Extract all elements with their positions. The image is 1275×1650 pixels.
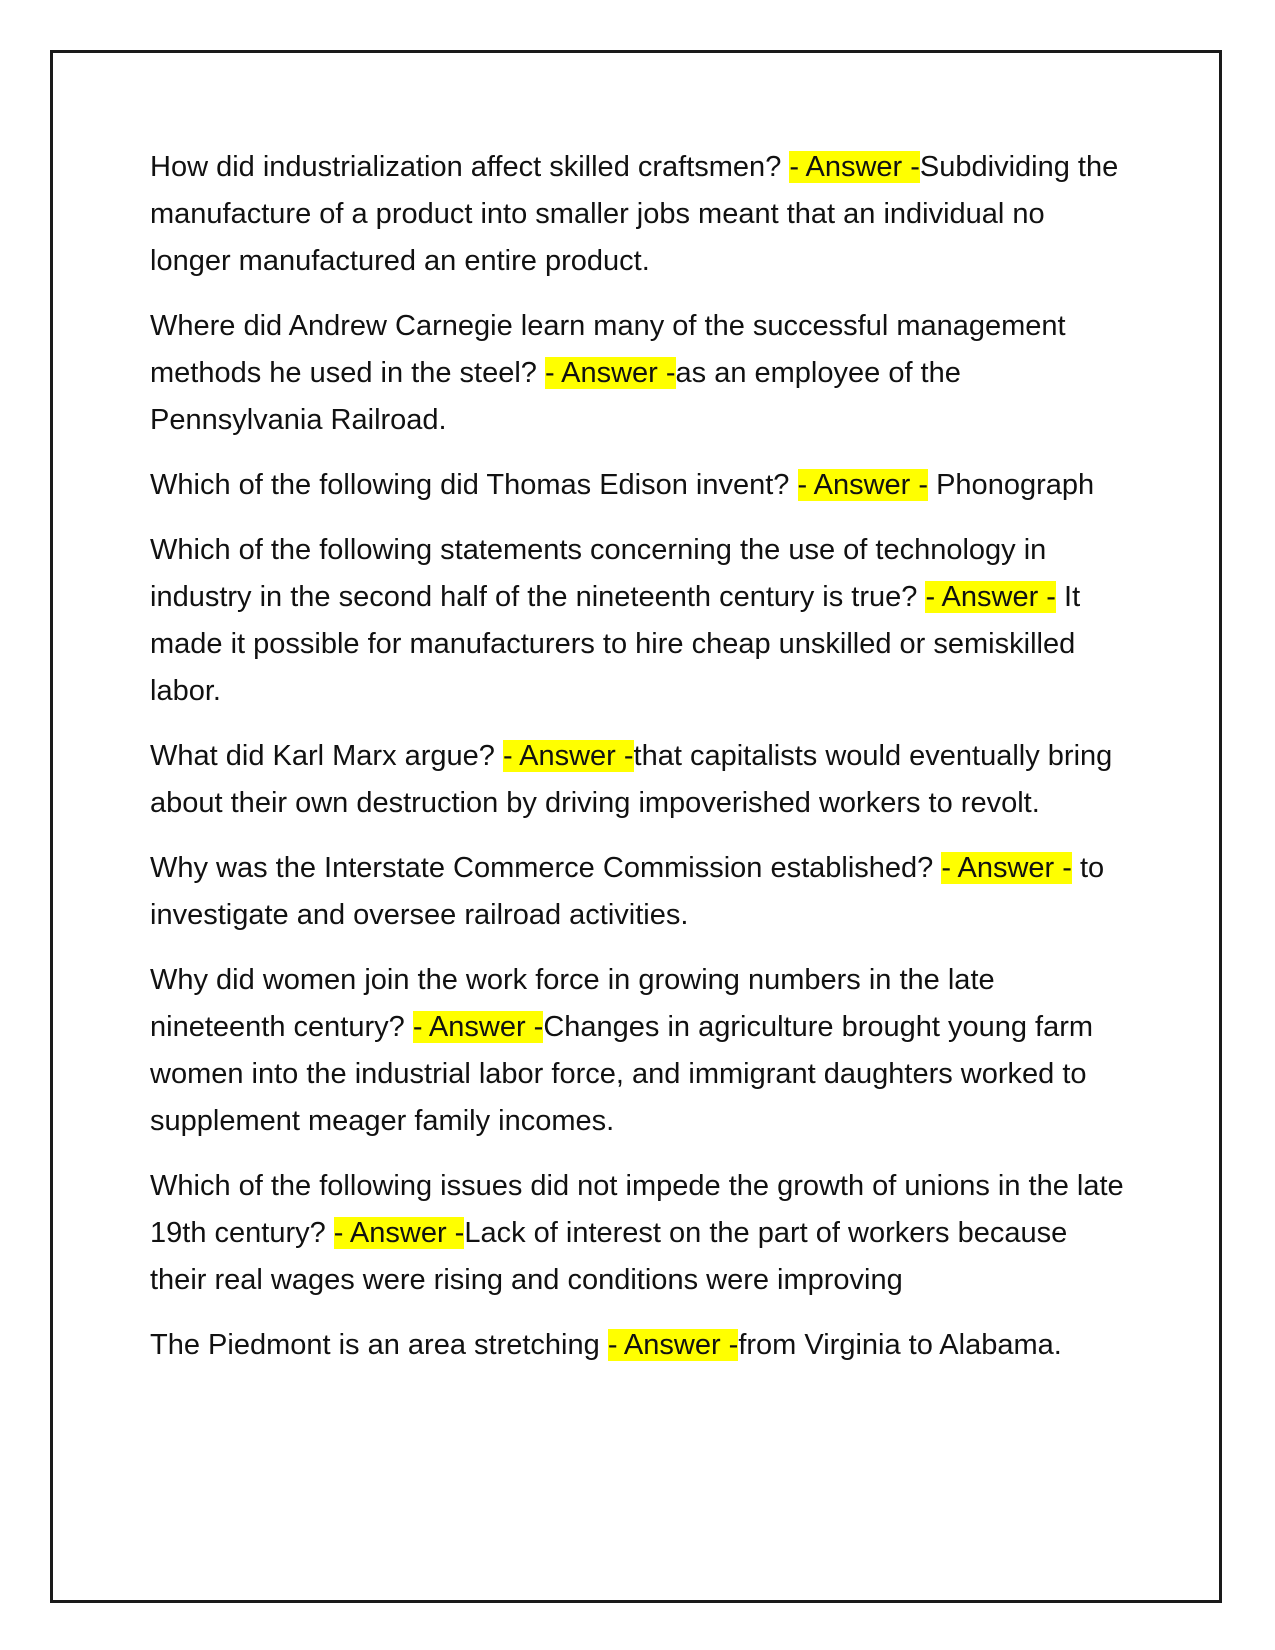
question-text: Where did Andrew Carnegie learn many of the successful management methods he used in the steel? xyxy=(150,310,1066,389)
answer-marker: - Answer - xyxy=(925,581,1056,613)
question-text: What did Karl Marx argue? xyxy=(150,740,503,772)
answer-text: Lack of interest on the part of workers because their real wages were rising and conditions were improving xyxy=(150,1217,1068,1296)
qa-item xyxy=(150,303,1130,444)
answer-marker: - Answer - xyxy=(797,469,929,501)
qa-item xyxy=(150,845,1130,939)
answer-text: that capitalists would eventually bring about their own destruction by driving impoverished workers to revolt. xyxy=(150,740,1113,819)
answer-text: It made it possible for manufacturers to hire cheap unskilled or semiskilled labor. xyxy=(150,581,1081,707)
answer-text: Changes in agriculture brought young farm women into the industrial labor force, and immigrant daughters worked to supplement meager family incomes. xyxy=(150,1011,1094,1137)
answer-text: Phonograph xyxy=(928,469,1095,501)
answer-text: Subdividing the manufacture of a product into smaller jobs meant that an individual no longer manufactured an entire product. xyxy=(150,151,1119,277)
answer-marker: - Answer - xyxy=(544,357,676,389)
qa-item xyxy=(150,527,1130,715)
answer-marker: - Answer - xyxy=(607,1329,739,1361)
answer-text: from Virginia to Alabama. xyxy=(738,1329,1062,1361)
question-text: Why was the Interstate Commerce Commission established? xyxy=(150,852,942,884)
answer-marker: - Answer - xyxy=(333,1217,465,1249)
qa-item xyxy=(150,1322,1130,1369)
question-text: Which of the following did Thomas Edison invent? xyxy=(150,469,798,501)
qa-item xyxy=(150,733,1130,827)
qa-item xyxy=(150,144,1130,285)
answer-text: to investigate and oversee railroad activities. xyxy=(150,852,1105,931)
answer-text: as an employee of the Pennsylvania Railroad. xyxy=(150,357,961,436)
answer-marker: - Answer - xyxy=(502,740,634,772)
question-text: Which of the following statements concerning the use of technology in industry in the second half of the nineteenth century is true? xyxy=(150,534,1047,613)
question-text: How did industrialization affect skilled craftsmen? xyxy=(150,151,790,183)
question-text: Which of the following issues did not impede the growth of unions in the late 19th century? xyxy=(150,1170,1124,1249)
answer-marker: - Answer - xyxy=(412,1011,544,1043)
question-text: The Piedmont is an area stretching xyxy=(150,1329,608,1361)
question-text: Why did women join the work force in growing numbers in the late nineteenth century? xyxy=(150,964,995,1043)
qa-list xyxy=(150,144,1130,1387)
answer-marker: - Answer - xyxy=(789,151,920,183)
qa-item xyxy=(150,957,1130,1145)
qa-item xyxy=(150,462,1130,509)
qa-item xyxy=(150,1163,1130,1304)
answer-marker: - Answer - xyxy=(941,852,1072,884)
